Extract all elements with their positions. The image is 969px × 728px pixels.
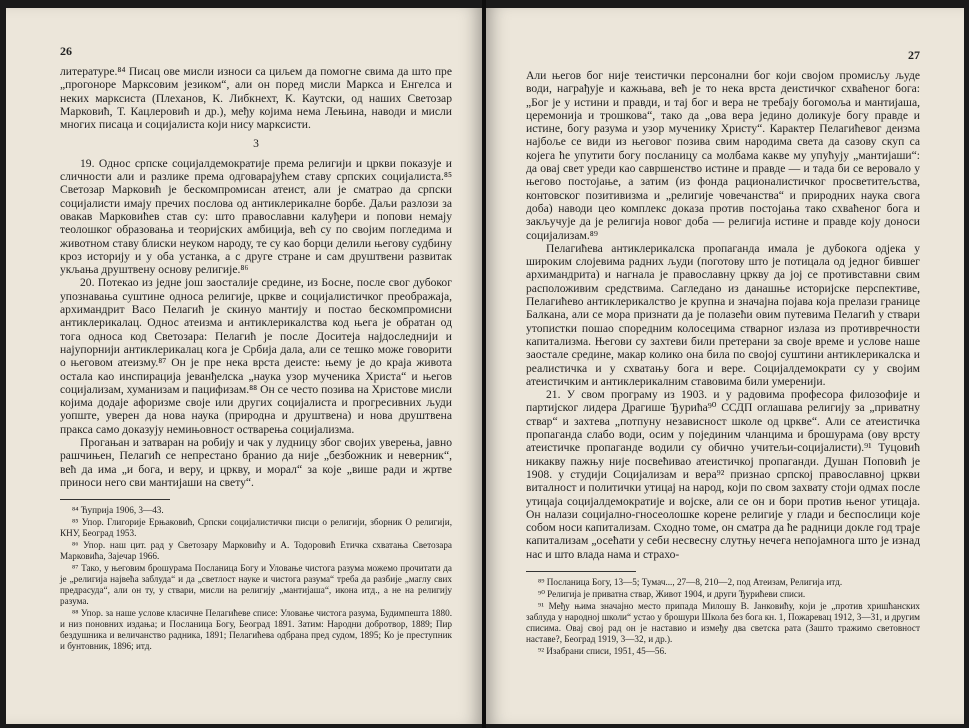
- footnote: ⁹¹ Међу њима значајно место припада Милошу В. Јанковићу, који је „против хришћанских заблуда у народној школи“ устао у брошури Школа без бога кн. 1, Пожаревац 1912, 3—31, и другим списима. Овај свој рад он је наставио и између два светска рата (Зашто тражимо световност наставе?, Београд 1919, 3—32, и др.).: [526, 600, 920, 644]
- footnote: ⁸⁴ Ћуприја 1906, 3—43.: [72, 505, 164, 516]
- section-number: 3: [253, 137, 259, 151]
- paragraph: 21. У свом програму из 1903. и у радовима професора филозофије и партијског лидера Драгише Ђурића⁹⁰ ССДП оглашава религију за „приватну ствар“ и захтева „потпуну независност школе од цркве“. Али се атеистичка пропаганда слабо води, осим у појединим чланцима и брошурама (ову врсту атеистичке пропаганде водили су обично учитељи-социјалисти).⁹¹ Туцовић никакву пажњу није посвећивао атеистичкој пропаганди. Душан Поповић је 1908. у студији Социјализам и вера⁹² признао српској православној цркви виталност и политички утицај на народ, који по свом захвату стоји одмах после утицаја социјалдемократије и војске, али се он и бори против њеног утицаја. Он налази социјално-гносеолошке корене религије у глади и беспослици које собом носи капитализам. Сходно томе, он сматра да ће радници докле год траје капитализам „осећати у себи несвесну слутњу нечега непојамнога што је изнад нас и што влада нама и страхо-: [526, 388, 920, 561]
- left-body-text: [60, 65, 452, 489]
- right-page: [486, 8, 964, 724]
- paragraph: литературе.⁸⁴ Писац ове мисли износи са циљем да помогне свима да што пре „прогоноре Марксовим језиком“, али он поред мисли Маркса и Енгелса и неких марксиста (Плеханов, К. Либкнехт, К. Каутски, од наших Светозар Марковић, Т. Кацлеровић и др.), међу којима нема Лењина, наводи и мисли многих писаца и социјалиста који нису марксисти.: [60, 65, 452, 132]
- footnote: ⁸⁵ Упор. Глигорије Ерњаковић, Српски социјалистички писци о религији, зборник О религији, КНУ, Београд 1953.: [60, 517, 452, 539]
- paragraph: Прогањан и затваран на робију и чак у лудницу због својих уверења, јавно рашчињен, Пелагић се непрестано бранио да није „безбожник и неверник“, већ да има „и бога, и веру, и цркву, и морал“ за које „више ради и жртве приноси него сви мантијаши на свету“.: [60, 436, 452, 489]
- footnote-divider: [60, 499, 170, 500]
- left-page: [6, 8, 482, 724]
- page-number: 26: [60, 44, 72, 58]
- footnote: ⁹⁰ Религија је приватна ствар, Живот 1904, и други Ђурићеви списи.: [538, 588, 806, 599]
- paragraph: 20. Потекао из једне још заосталије средине, из Босне, после свог дубоког упознавања суштине односа религије, цркве и социјалистичког преображаја, архимандрит Васо Пелагић је скинуо мантију и постао бескомпромисни антиклерикалац. Однос атеизма и антиклерикалства код њега је обратан од тога односа код Светозара: Пелагић је после Доситеја најдоследнији и најупорнији антиклерикалац кога је Србија дала, али се тешко може говорити о његовом атеизму.⁸⁷ Он је пре нека врста деисте: њему је до краја живота остала као инспирација јеванђелска „наука узор мученика Христа“ и његов социјализам, хуманизам и пацифизам.⁸⁸ Он се често позива на Христове мисли којима додаје афоризме своје или других социјалиста и прогресивних људи уопште, уверен да нова наука (природна и друштвена) и нова друштвена пракса само доказују немињовност остварења социјализма.: [60, 276, 452, 436]
- footnote: ⁸⁶ Упор. наш цит. рад у Светозару Марковићу и А. Тодоровић Етичка схватања Светозара Марковића, Зајечар 1966.: [60, 540, 452, 562]
- footnote: ⁸⁸ Упор. за наше услове класичне Пелагићеве списе: Уловање чистога разума, Будимпешта 1880. и низ поновних издања; и Посланица Богу, Београд 1891. Затим: Народни добротвор, 1889; Пир бездушника и величанство радника, 1891; Пелагићева одбрана пред судом, 1895; Ко је преступник и бунтовник, 1896; итд.: [60, 608, 452, 652]
- footnote: ⁸⁹ Посланица Богу, 13—5; Тумач..., 27—8, 210—2, под Атеизам, Религија итд.: [538, 576, 843, 587]
- footnote: ⁸⁷ Тако, у његовим брошурама Посланица Богу и Уловање чистога разума можемо прочитати да је „религија највећа заблуда“ и да „светлост науке и чистога разума“ треба да разбије „маглу свих предрасуда“, али он ту, у ствари, мисли на религију „мантијаша“, икона итд., а не на религију разума.: [60, 563, 452, 607]
- footnote-divider: [526, 571, 636, 572]
- paragraph: 19. Однос српске социјалдемократије према религији и цркви показује и сличности али и разлике према одговарајућем ставу српских социјалиста.⁸⁵ Светозар Марковић је бескомпромисан атеист, али је сматрао да српски социјалисти имају пречих послова од антиклерикалне борбе. Даљи разлози за овакав Марковићев став су: што православни калуђери и попови немају теолошког образовања и теоријских амбиција, већ су по својим погледима и животном ставу блиски неуком народу, те су као борци делили његову судбину кроз историју и у оба устанка, а с друге стране и сам друштвени развитак укљања друштвену основу религије.⁸⁶: [60, 156, 452, 277]
- paragraph: Али његов бог није теистички персонални бог који својом промисљу људе води, награђује и кажњава, већ је то нека врста деистичког схваћеног бога: „Бог је у истини и правди, и тај бог и вера не требају богомоља и мантијаша, церемонија и трошкова“, тако да „ова вера једино доликује богу правде и истине, богу разума и узор мученику Христу“. Карактер Пелагићевог деизма најбоље се види из његовог позива свим народима света да сазову скуп са којега ће упутити богу посланицу са молбама какве му упућују „мантијаши“: да оваj свет уреди као савршенство истине и правде — и тада би се веровало у његово постојање, а затим (из фонда рационалистичког просветитељства, контовског позитивизма и „религије човечанства“ и природних наука свога доба) наводи цео комплекс доказа против постојања тако схваћеног бога и закључује да је религија новог доба — религија истине и правде коју доноси социјализам.⁸⁹: [526, 69, 920, 242]
- footnotes: [526, 577, 920, 657]
- right-body-text: [526, 69, 920, 561]
- page-number: 27: [908, 48, 920, 62]
- footnotes: [60, 505, 452, 652]
- footnote: ⁹² Изабрани списи, 1951, 45—56.: [538, 645, 667, 656]
- paragraph: Пелагићева антиклерикалска пропаганда имала је дубокога одјека у широким слојевима радних људи (поготову што је потицала од једног бившег архимандрита) и нагнала је православну цркву да јој се противставни свим расположивим средствима. Сагледано из данашње историјске перспективе, Пелагићево антиклерикалство је крупна и значајна појава која прелази границе Балкана, али се мора признати да је полазећи овим путевима Пелагић у ствари утопистки пошао споредним колосецима стварног излаза из противречности капитализма. Његови су захтеви били претерани за своје време и услове наше заостале средине, макар колико она била по својој суштини антиклерикалска и реалистичка и у схватању бога и вере. Социјалдемократи су у својим атеистичким и антиклерикалним ставовима били умеренији.: [526, 241, 920, 388]
